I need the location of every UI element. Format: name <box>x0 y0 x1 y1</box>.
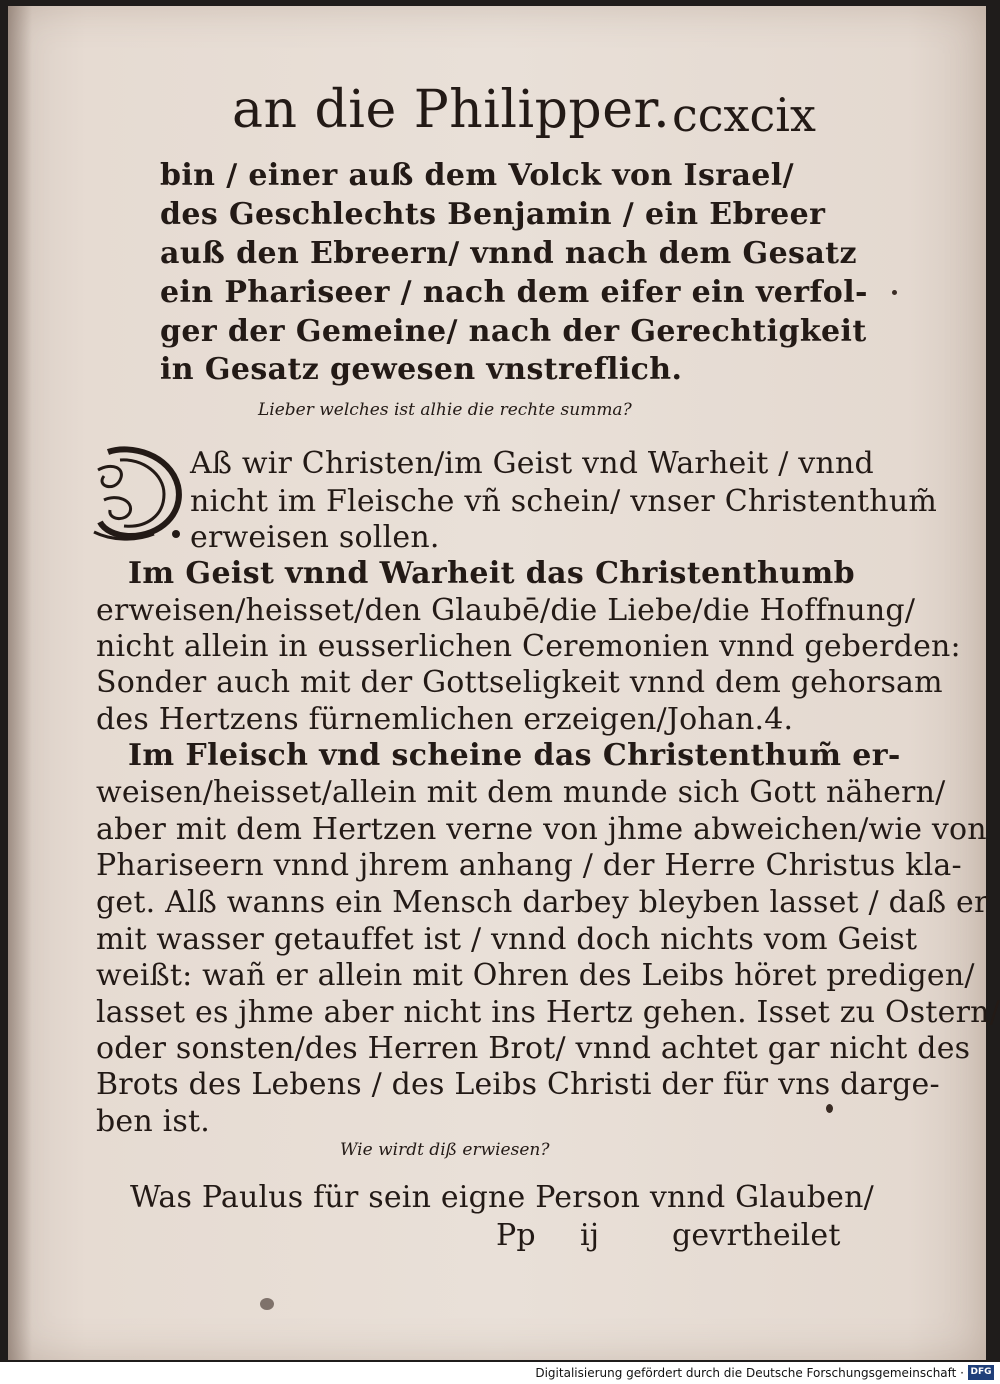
marginal-caption: Wie wirdt diß erwiesen? <box>340 1140 550 1160</box>
text-line: bin / einer auß dem Volck von Israel/ <box>160 158 794 193</box>
decorated-initial-d-icon <box>90 440 186 544</box>
text-line: Sonder auch mit der Gottseligkeit vnnd dem gehorsam <box>96 665 943 700</box>
text-line: ger der Gemeine/ nach der Gerechtigkeit <box>160 314 867 349</box>
text-line: nicht im Fleische vñ schein/ vnser Christenthum̃ <box>190 484 937 519</box>
text-line: des Geschlechts Benjamin / ein Ebreer <box>160 197 826 232</box>
text-line: lasset es jhme aber nicht ins Hertz gehen. Isset zu Ostern/ <box>96 995 1000 1030</box>
paper-speck <box>892 290 897 295</box>
paragraph-heading: Im Geist vnnd Warheit das Christenthumb <box>128 556 856 591</box>
text-line: oder sonsten/des Herren Brot/ vnnd achtet gar nicht des <box>96 1031 971 1066</box>
text-line: Aß wir Christen/im Geist vnd Warheit / vnnd <box>190 446 874 481</box>
text-line: auß den Ebreern/ vnnd nach dem Gesatz <box>160 236 857 271</box>
signature-number: ij <box>580 1218 600 1253</box>
text-line: Phariseern vnnd jhrem anhang / der Herre Christus kla- <box>96 848 962 883</box>
text-line: get. Alß wanns ein Mensch darbey bleyben lasset / daß er <box>96 885 989 920</box>
running-head-title: an die Philipper. <box>232 80 671 140</box>
text-line: erweisen sollen. <box>190 520 440 555</box>
text-line: weisen/heisset/allein mit dem munde sich Gott nähern/ <box>96 775 946 810</box>
text-line: in Gesatz gewesen vnstreflich. <box>160 352 683 387</box>
text-line: erweisen/heisset/den Glaubē/die Liebe/die Hoffnung/ <box>96 593 916 628</box>
spine-shadow <box>8 6 32 1360</box>
paper-speck <box>826 1104 833 1113</box>
marginal-caption: Lieber welches ist alhie die rechte summa? <box>258 400 632 420</box>
folio-number: ccxcix <box>672 88 816 142</box>
text-line: aber mit dem Hertzen verne von jhme abweichen/wie von <box>96 812 987 847</box>
catchword: gevrtheilet <box>672 1218 841 1253</box>
signature-mark: Pp <box>496 1218 536 1253</box>
text-line: nicht allein in eusserlichen Ceremonien vnnd geberden: <box>96 629 961 664</box>
text-line: Brots des Lebens / des Leibs Christi der für vns darge- <box>96 1067 940 1102</box>
text-line: mit wasser getauffet ist / vnnd doch nichts vom Geist <box>96 922 918 957</box>
dfg-logo: DFG <box>968 1365 994 1380</box>
funding-notice: Digitalisierung gefördert durch die Deutsche Forschungsgemeinschaft · <box>535 1366 964 1380</box>
text-line: des Hertzens fürnemlichen erzeigen/Johan.4. <box>96 702 794 737</box>
paper-stain <box>260 1298 274 1310</box>
paragraph-heading: Im Fleisch vnd scheine das Christenthum̃ er- <box>128 738 901 773</box>
text-line: ben ist. <box>96 1104 210 1139</box>
text-line: weißt: wañ er allein mit Ohren des Leibs höret predigen/ <box>96 958 975 993</box>
text-line: Was Paulus für sein eigne Person vnnd Glauben/ <box>130 1180 874 1215</box>
text-line: ein Phariseer / nach dem eifer ein verfol- <box>160 275 868 310</box>
